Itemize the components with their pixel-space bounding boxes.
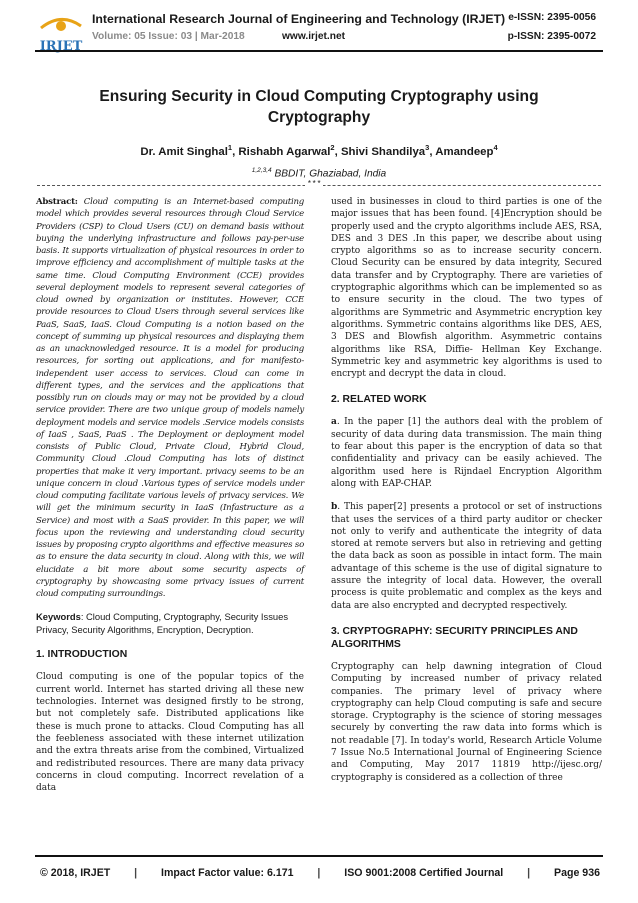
intro-continued: used in businesses in cloud to third parties is one of the major issues that has been found. [4]Encryption should be properly used and the crypto algorithms include AES, RSA, DES and 3 DES .In this paper, we describe about using crypto algorithms so as to increase security concern. Cloud Security can be ensured by data integrity, Secured data transfer and by Cryptography. There are varieties of cryptographic algorithms which can be implemented so as to ensure security in the cloud. The two types of algorithms are Symmetric and Asymmetric encryption key algorithms. Symmetric contains algorithms like DES, AES, 3 DES and Blowfish algorithm. Asymmetric contains algorithms like RSA, Diffie- Hellman Key Exchange. Symmetric key and asymmetric key algorithms is used to encrypt and decrypt the data in cloud. <box>331 197 602 380</box>
impact-factor: Impact Factor value: 6.171 <box>161 867 294 879</box>
intro-text: Cloud computing is one of the popular topics of the current world. Internet has started driving all these new technologies. Internet was designed firstly to be strong, but not completely safe. Distributed applications like these is much prone to attacks. Cloud Computing has all the feebleness associated with these internet utilization and the extra threats arise from the combined, Virtualized and redistributed resources. There are many data privacy concerns in cloud computing. Incorrect revelation of a data <box>36 672 304 794</box>
author: Shivi Shandilya <box>340 145 426 158</box>
related-work-a: a. In the paper [1] the authors deal with the problem of security of data during data transmission. The main thing to fear about this paper is the encryption of data so that confidentiality and privacy can be easily achieved. The algorithm used here is Rijndael Encryption Algorithm along with EAP-CHAP. <box>331 417 602 489</box>
p-issn: p-ISSN: 2395-0072 <box>507 31 596 42</box>
related-work-b: b. This paper[2] presents a protocol or set of instructions that uses the services of a third party auditor or checker not only to verify and authenticate the integrity of data stored at remote servers but also in retrieving and getting the data back as soon as possible in intact form. The main advantage of this scheme is the use of digital signature to assure the integrity of local data. However, the overall process is quite problematic and complex as the keys and data are also encrypted and decrypted respectively. <box>331 502 602 611</box>
left-column <box>36 196 304 794</box>
iso-certification: ISO 9001:2008 Certified Journal <box>344 867 504 879</box>
affiliation: $^{1,2,3,4}$ BBDIT, Ghaziabad, India <box>251 167 387 180</box>
svg-text:IRJET: IRJET <box>39 39 83 54</box>
page-footer <box>40 867 600 879</box>
author: Rishabh Agarwal <box>238 145 331 158</box>
footer-separator: | <box>134 867 138 879</box>
abstract: Abstract: Cloud computing is an Internet-based computing model which provides several resources through Cloud Service Providers (CSP) to Cloud Users (CU) on demand basis without buying the underlying infrastructure and follows pay-per-use basis. It supports virtualization of physical resources in order to improve efficiency and accomplishment of multiple tasks at the same time. Cloud Computing Environment (CCE) provides several deployment models to represent several categories of cloud owned by organization or institutes. However, CCE provide resources to Cloud Users through several services like PaaS, SaaS, IaaS. Cloud Computing is a notion based on the concept of summing up physical resources and displaying them as an unacknowledged resource. It is a model for producing resources, for sorting out applications, and for manifesto-independent user access to services. Cloud can come in different types, and the services and the applications that possibly run on clouds may or may not be provided by a cloud service provider. There are two unique group of models namely deployment models and service models .Service models consists of IaaS , SaaS, PaaS . The Deployment or deployment model consists of Public Cloud, Private Cloud, Hybrid Cloud, Community Cloud .Cloud Computing has lots of distinct properties that make it very important. privacy seems to be an unique concern in cloud .Various types of service models under cloud computing facilitate various levels of privacy services. We will get the minimum security in IaaS (Infastructure as a Service) and most with a SaaS provider. In this paper, we will focus upon the reviewing and understanding cloud security issues by proposing crypto algorithms and effective measures so as to ensure the data security in cloud. Along with this, we will elucidate a bit more about some security aspects of cryptography by showcasing some privacy issues of current cloud computing surroundings. <box>36 197 304 599</box>
footer-separator: | <box>317 867 321 879</box>
cryptography-text: Cryptography can help dawning integration of Cloud Computing by increased number of privacy related companies. The primary level of privacy where cryptography can help Cloud computing is safe and secure storage. Cryptography is the science of storing messages securely by converting the raw data into forms which is not readable [7]. In today's world, Research Article Volume 7 Issue No.5 International Journal of Engineering Science and Computing, May 2017 11819 http://ijesc.org/ cryptography is considered as a collection of three <box>331 661 602 783</box>
divider-stars: *** <box>307 180 322 189</box>
paper-title: Ensuring Security in Cloud Computing Cryptography using Cryptography <box>99 88 539 126</box>
author: Dr. Amit Singhal <box>140 145 228 158</box>
author-list: Dr. Amit Singhal$^1$, Rishabh Agarwal$^2$, Shivi Shandilya$^3$, Amandeep$^4$ <box>140 143 498 158</box>
author: Amandeep <box>435 145 494 158</box>
e-issn: e-ISSN: 2395-0056 <box>508 12 596 23</box>
journal-url[interactable]: www.irjet.net <box>282 31 346 42</box>
page-number: Page 936 <box>554 867 600 879</box>
copyright: © 2018, IRJET <box>40 867 111 879</box>
header-rule <box>35 50 603 52</box>
footer-rule <box>35 855 603 857</box>
keywords: Keywords: Cloud Computing, Cryptography, Security Issues Privacy, Security Algorithms, Encryption, Decryption. <box>36 611 289 635</box>
footer-separator: | <box>527 867 531 879</box>
cryptography-heading: 3. CRYPTOGRAPHY: SECURITY PRINCIPLES AND ALGORITHMS <box>331 625 578 650</box>
journal-name: International Research Journal of Engineering and Technology (IRJET) <box>92 12 506 26</box>
intro-heading: 1. INTRODUCTION <box>36 649 128 661</box>
related-work-heading: 2. RELATED WORK <box>331 394 427 406</box>
volume-issue: Volume: 05 Issue: 03 | Mar-2018 <box>92 31 245 42</box>
right-column <box>331 196 602 784</box>
